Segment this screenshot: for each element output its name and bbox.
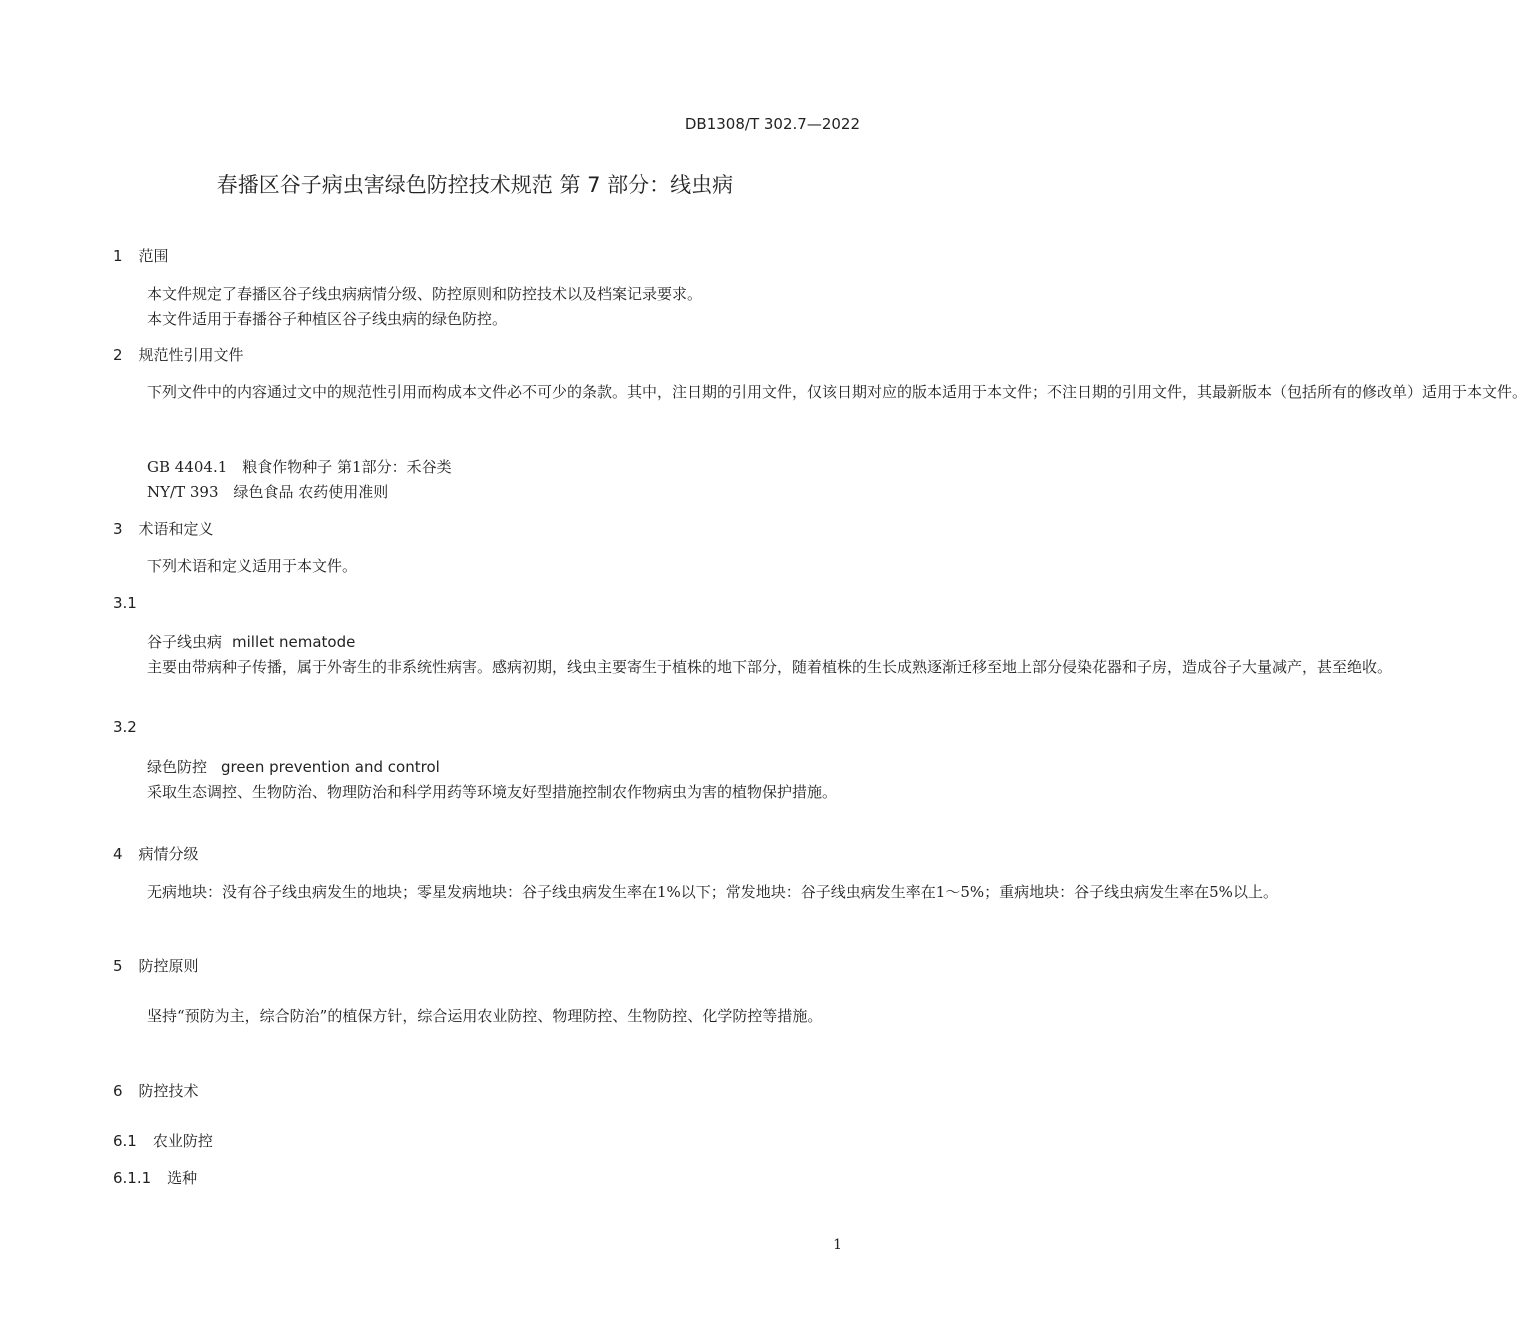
section-number: 4 <box>113 845 123 863</box>
term-number: 3.1 <box>113 594 137 612</box>
term-chinese: 绿色防控 <box>147 758 208 776</box>
subsubsection-heading <box>113 1167 197 1188</box>
section-6-heading <box>113 1080 199 1101</box>
section-number: 6 <box>113 1082 123 1100</box>
section-number: 3 <box>113 520 123 538</box>
scope-line-2: 本文件适用于春播谷子种植区谷子线虫病的绿色防控。 <box>147 310 508 328</box>
subsection-title: 农业防控 <box>152 1132 213 1150</box>
section-number: 2 <box>113 346 123 364</box>
term-heading <box>147 756 440 777</box>
section-3-heading <box>113 518 214 539</box>
term-chinese: 谷子线虫病 <box>147 633 223 651</box>
section-title: 术语和定义 <box>138 520 214 538</box>
term-number: 3.2 <box>113 718 137 736</box>
document-title: 春播区谷子病虫害绿色防控技术规范 第 7 部分：线虫病 <box>216 173 734 197</box>
document-number: DB1308/T 302.7—2022 <box>684 115 860 133</box>
section-4-heading <box>113 843 199 864</box>
subsection-number: 6.1 <box>113 1132 137 1150</box>
subsection-heading <box>113 1130 213 1151</box>
term-definition: 主要由带病种子传播，属于外寄生的非系统性病害。感病初期，线虫主要寄生于植株的地下部分，随着植株的生长成熟逐渐迁移至地上部分侵染花器和子房，造成谷子大量减产，甚至绝收。 <box>147 658 1393 676</box>
term-english: green prevention and control <box>221 758 440 776</box>
section-1-heading <box>113 245 169 266</box>
reference-item: GB 4404.1 粮食作物种子 第1部分：禾谷类 <box>147 458 452 476</box>
scope-line-1: 本文件规定了春播区谷子线虫病病情分级、防控原则和防控技术以及档案记录要求。 <box>147 285 703 303</box>
page-number: 1 <box>833 1237 842 1253</box>
reference-item: NY/T 393 绿色食品 农药使用准则 <box>147 483 389 501</box>
section-title: 防控原则 <box>138 957 199 975</box>
section-title: 防控技术 <box>138 1082 199 1100</box>
subsection-title: 选种 <box>167 1169 198 1187</box>
term-english: millet nematode <box>232 633 356 651</box>
section-number: 1 <box>113 247 123 265</box>
section-number: 5 <box>113 957 123 975</box>
references-paragraph: 下列文件中的内容通过文中的规范性引用而构成本文件必不可少的条款。其中，注日期的引用文件，仅该日期对应的版本适用于本文件；不注日期的引用文件，其最新版本（包括所有的修改单）适用于本文件。 <box>147 383 1527 401</box>
subsection-number: 6.1.1 <box>113 1169 152 1187</box>
section-title: 范围 <box>138 247 169 265</box>
terms-intro: 下列术语和定义适用于本文件。 <box>147 557 358 575</box>
term-definition: 采取生态调控、生物防治、物理防治和科学用药等环境友好型措施控制农作物病虫为害的植物保护措施。 <box>147 783 838 801</box>
term-heading <box>147 631 355 652</box>
section-2-heading <box>113 344 244 365</box>
section-title: 规范性引用文件 <box>138 346 244 364</box>
principle-paragraph: 坚持“预防为主，综合防治”的植保方针，综合运用农业防控、物理防控、生物防控、化学防控等措施。 <box>147 1007 823 1025</box>
section-5-heading <box>113 955 199 976</box>
section-title: 病情分级 <box>138 845 199 863</box>
grading-paragraph: 无病地块：没有谷子线虫病发生的地块；零星发病地块：谷子线虫病发生率在1%以下；常发地块：谷子线虫病发生率在1～5%；重病地块：谷子线虫病发生率在5%以上。 <box>147 883 1278 901</box>
